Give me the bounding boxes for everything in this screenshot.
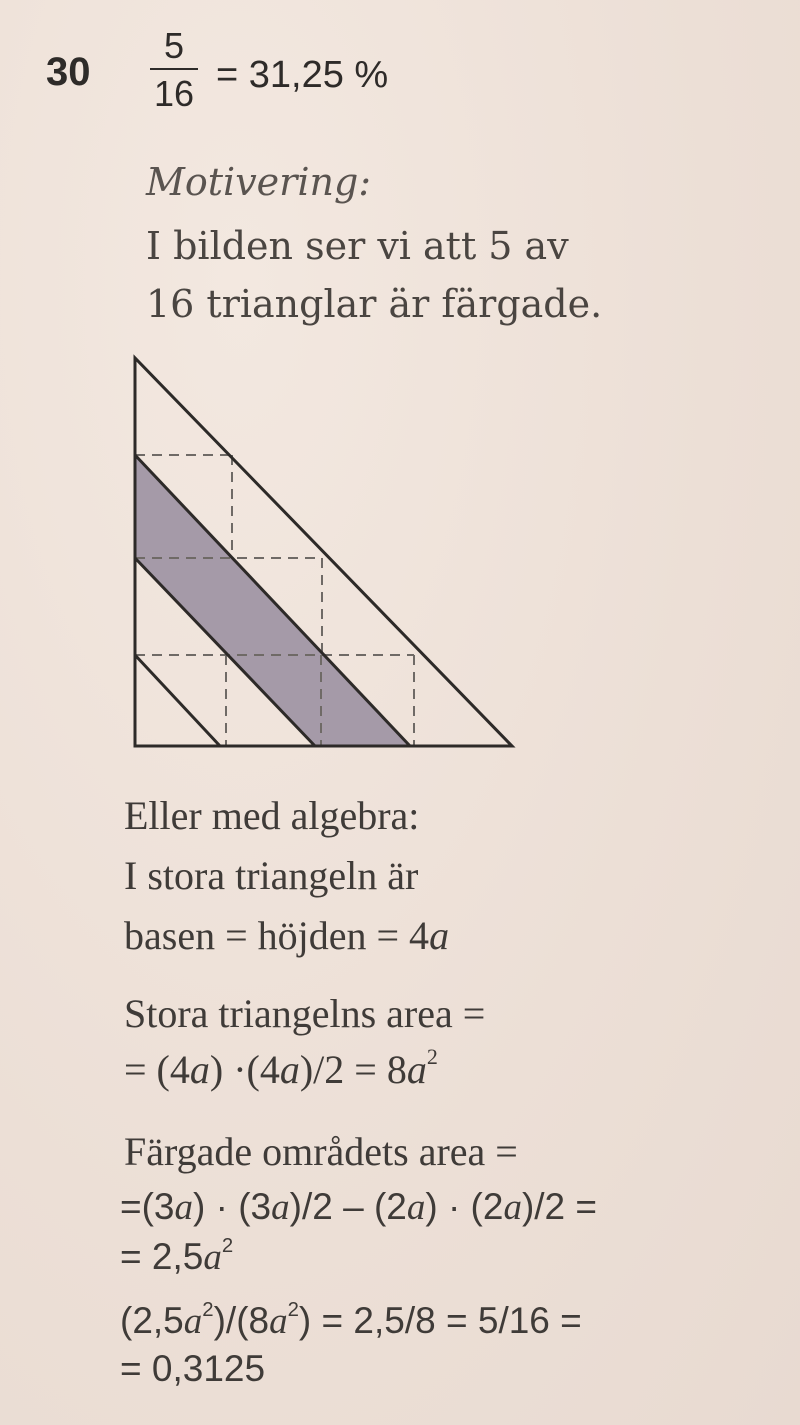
big-triangle-area-calc: = $(4a) \cdot(4a)/2 = 8a^2$: [124, 1044, 438, 1092]
motivation-heading: Motivering:: [146, 160, 372, 204]
colored-area-calc: =(3a) · (3a)/2 – (2a) · (2a)/2 =: [120, 1186, 598, 1228]
ratio-calc: $(2,5a^2)/(8a^2) = 2,5/8 = 5/16$ =: [120, 1298, 582, 1342]
variable-a: a: [429, 913, 450, 958]
fraction-numerator: 5: [163, 25, 185, 66]
fraction-denominator: 16: [153, 73, 195, 114]
algebra-line-1: I stora triangeln är: [124, 853, 419, 898]
answer-percent: = 31,25 %: [216, 54, 389, 96]
big-triangle-area-label: Stora triangelns area =: [124, 991, 486, 1036]
colored-area-result: = $2,5a^2$: [120, 1234, 234, 1278]
algebra-line-2: [124, 912, 449, 959]
algebra-heading: Eller med algebra:: [124, 793, 420, 838]
colored-area-label: Färgade områdets area =: [124, 1129, 518, 1174]
motivation-line-1: I bilden ser vi att 5 av: [146, 224, 569, 268]
final-result: = 0,3125: [120, 1348, 266, 1389]
problem-number: 30: [46, 50, 91, 94]
motivation-line-2: 16 trianglar är färgade.: [146, 282, 603, 326]
base-height-text: basen = höjden = 4: [124, 913, 430, 958]
